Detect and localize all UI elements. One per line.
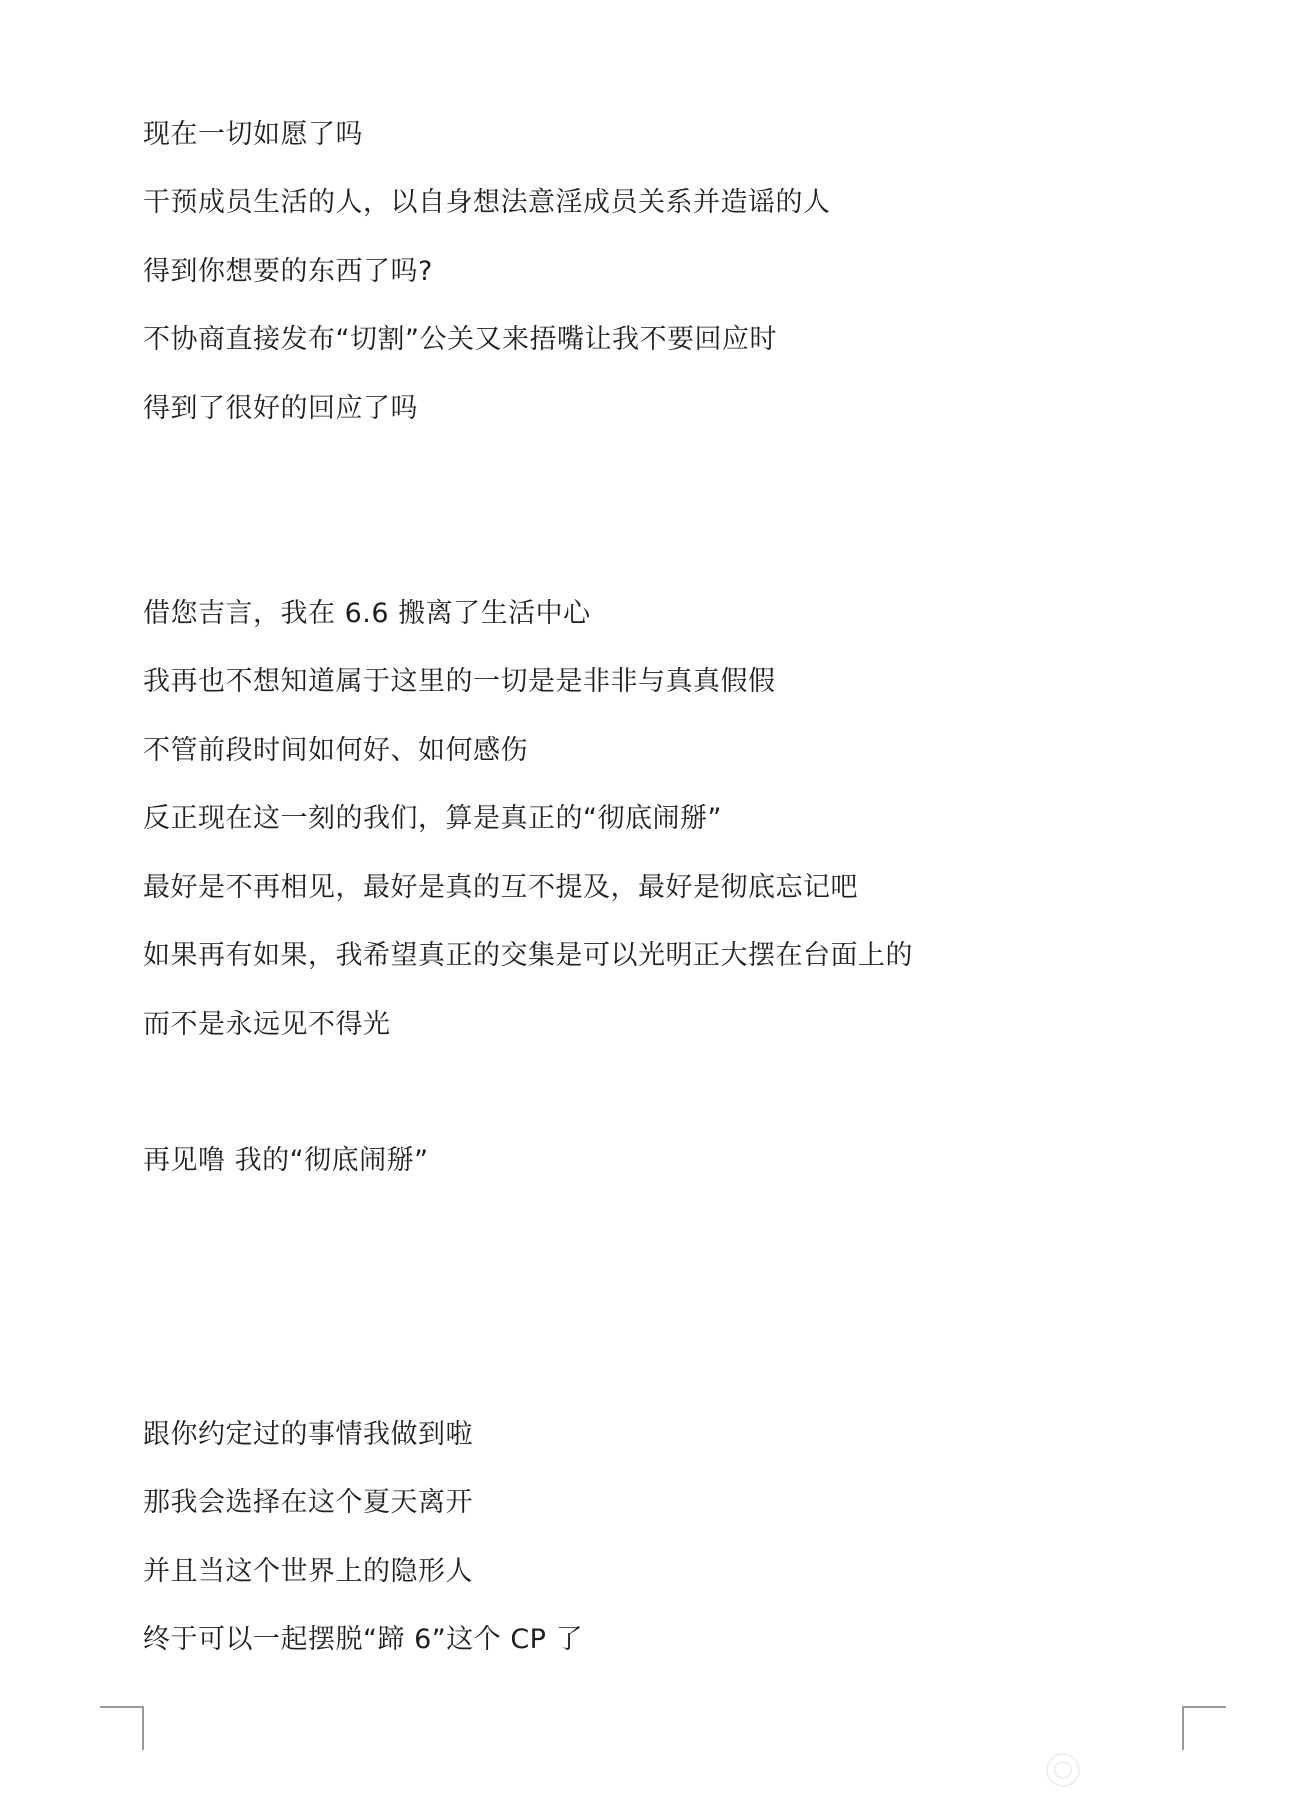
text-line: 再见噜 我的“彻底闹掰” bbox=[143, 1145, 429, 1176]
text-line: 如果再有如果，我希望真正的交集是可以光明正大摆在台面上的 bbox=[143, 940, 913, 971]
text-line: 最好是不再相见，最好是真的互不提及，最好是彻底忘记吧 bbox=[143, 872, 858, 903]
text-line: 并且当这个世界上的隐形人 bbox=[143, 1556, 473, 1587]
text-line: 终于可以一起摆脱“蹄 6”这个 CP 了 bbox=[143, 1624, 584, 1655]
text-line: 得到你想要的东西了吗? bbox=[143, 256, 433, 287]
text-line: 反正现在这一刻的我们，算是真正的“彻底闹掰” bbox=[143, 803, 722, 834]
text-line: 不管前段时间如何好、如何感伤 bbox=[143, 735, 528, 766]
page-corner-mark-left bbox=[100, 1706, 144, 1750]
watermark-icon bbox=[1045, 1752, 1081, 1788]
text-line: 得到了很好的回应了吗 bbox=[143, 393, 418, 424]
text-line: 那我会选择在这个夏天离开 bbox=[143, 1487, 473, 1518]
text-line: 我再也不想知道属于这里的一切是是非非与真真假假 bbox=[143, 666, 776, 697]
page-corner-mark-right bbox=[1182, 1706, 1226, 1750]
text-line: 干预成员生活的人，以自身想法意淫成员关系并造谣的人 bbox=[143, 187, 831, 218]
text-line: 跟你约定过的事情我做到啦 bbox=[143, 1419, 473, 1450]
text-line: 现在一切如愿了吗 bbox=[143, 119, 363, 150]
text-line: 不协商直接发布“切割”公关又来捂嘴让我不要回应时 bbox=[143, 324, 777, 355]
text-line: 借您吉言，我在 6.6 搬离了生活中心 bbox=[143, 598, 591, 629]
text-line: 而不是永远见不得光 bbox=[143, 1009, 391, 1040]
